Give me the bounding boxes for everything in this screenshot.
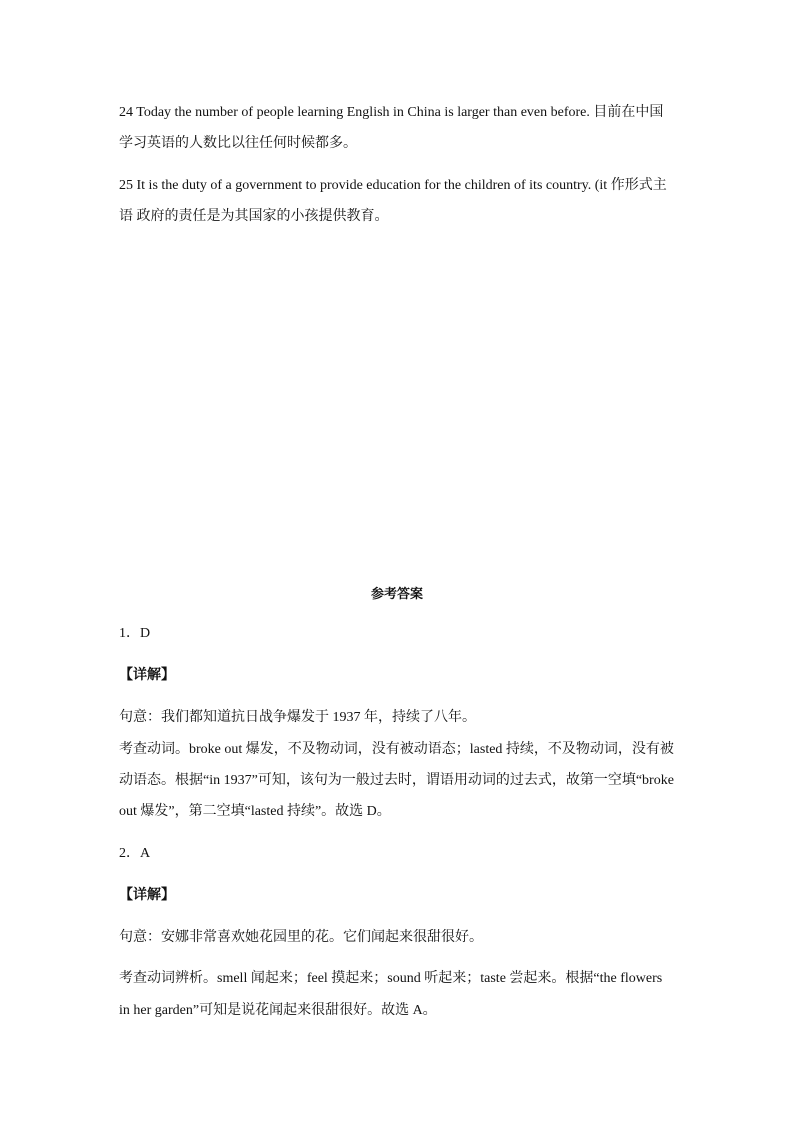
answer-2-analysis-line-2: in her garden”可知是说花闻起来很甜很好。故选 A。 (119, 1003, 437, 1018)
answer-1-number: 1．D (119, 626, 151, 641)
answer-1-detail-label: 【详解】 (119, 668, 175, 683)
question-25-line-2: 语 政府的责任是为其国家的小孩提供教育。 (119, 209, 389, 224)
answer-2-number: 2．A (119, 846, 151, 861)
answer-1-meaning: 句意：我们都知道抗日战争爆发于 1937 年，持续了八年。 (119, 710, 476, 725)
answer-2-meaning: 句意：安娜非常喜欢她花园里的花。它们闻起来很甜很好。 (119, 930, 483, 945)
answer-2-analysis-line-1: 考查动词辨析。smell 闻起来；feel 摸起来；sound 听起来；taste 尝起来。根据“the flowers (119, 971, 663, 986)
question-24-line-2: 学习英语的人数比以往任何时候都多。 (119, 136, 357, 151)
question-25-line-1: 25 It is the duty of a government to provide education for the children of its country. (it 作形式主 (119, 178, 667, 193)
answer-1-analysis-line-3: out 爆发”，第二空填“lasted 持续”。故选 D。 (119, 804, 391, 819)
answer-1-analysis-line-2: 动语态。根据“in 1937”可知，该句为一般过去时，谓语用动词的过去式，故第一空填“broke (119, 773, 674, 788)
answer-2-detail-label: 【详解】 (119, 888, 175, 903)
question-24-line-1: 24 Today the number of people learning English in China is larger than even before. 目前在中国 (119, 105, 664, 120)
answers-heading: 参考答案 (370, 586, 423, 601)
answer-1-analysis-line-1: 考查动词。broke out 爆发，不及物动词，没有被动语态；lasted 持续，不及物动词，没有被 (119, 742, 674, 757)
